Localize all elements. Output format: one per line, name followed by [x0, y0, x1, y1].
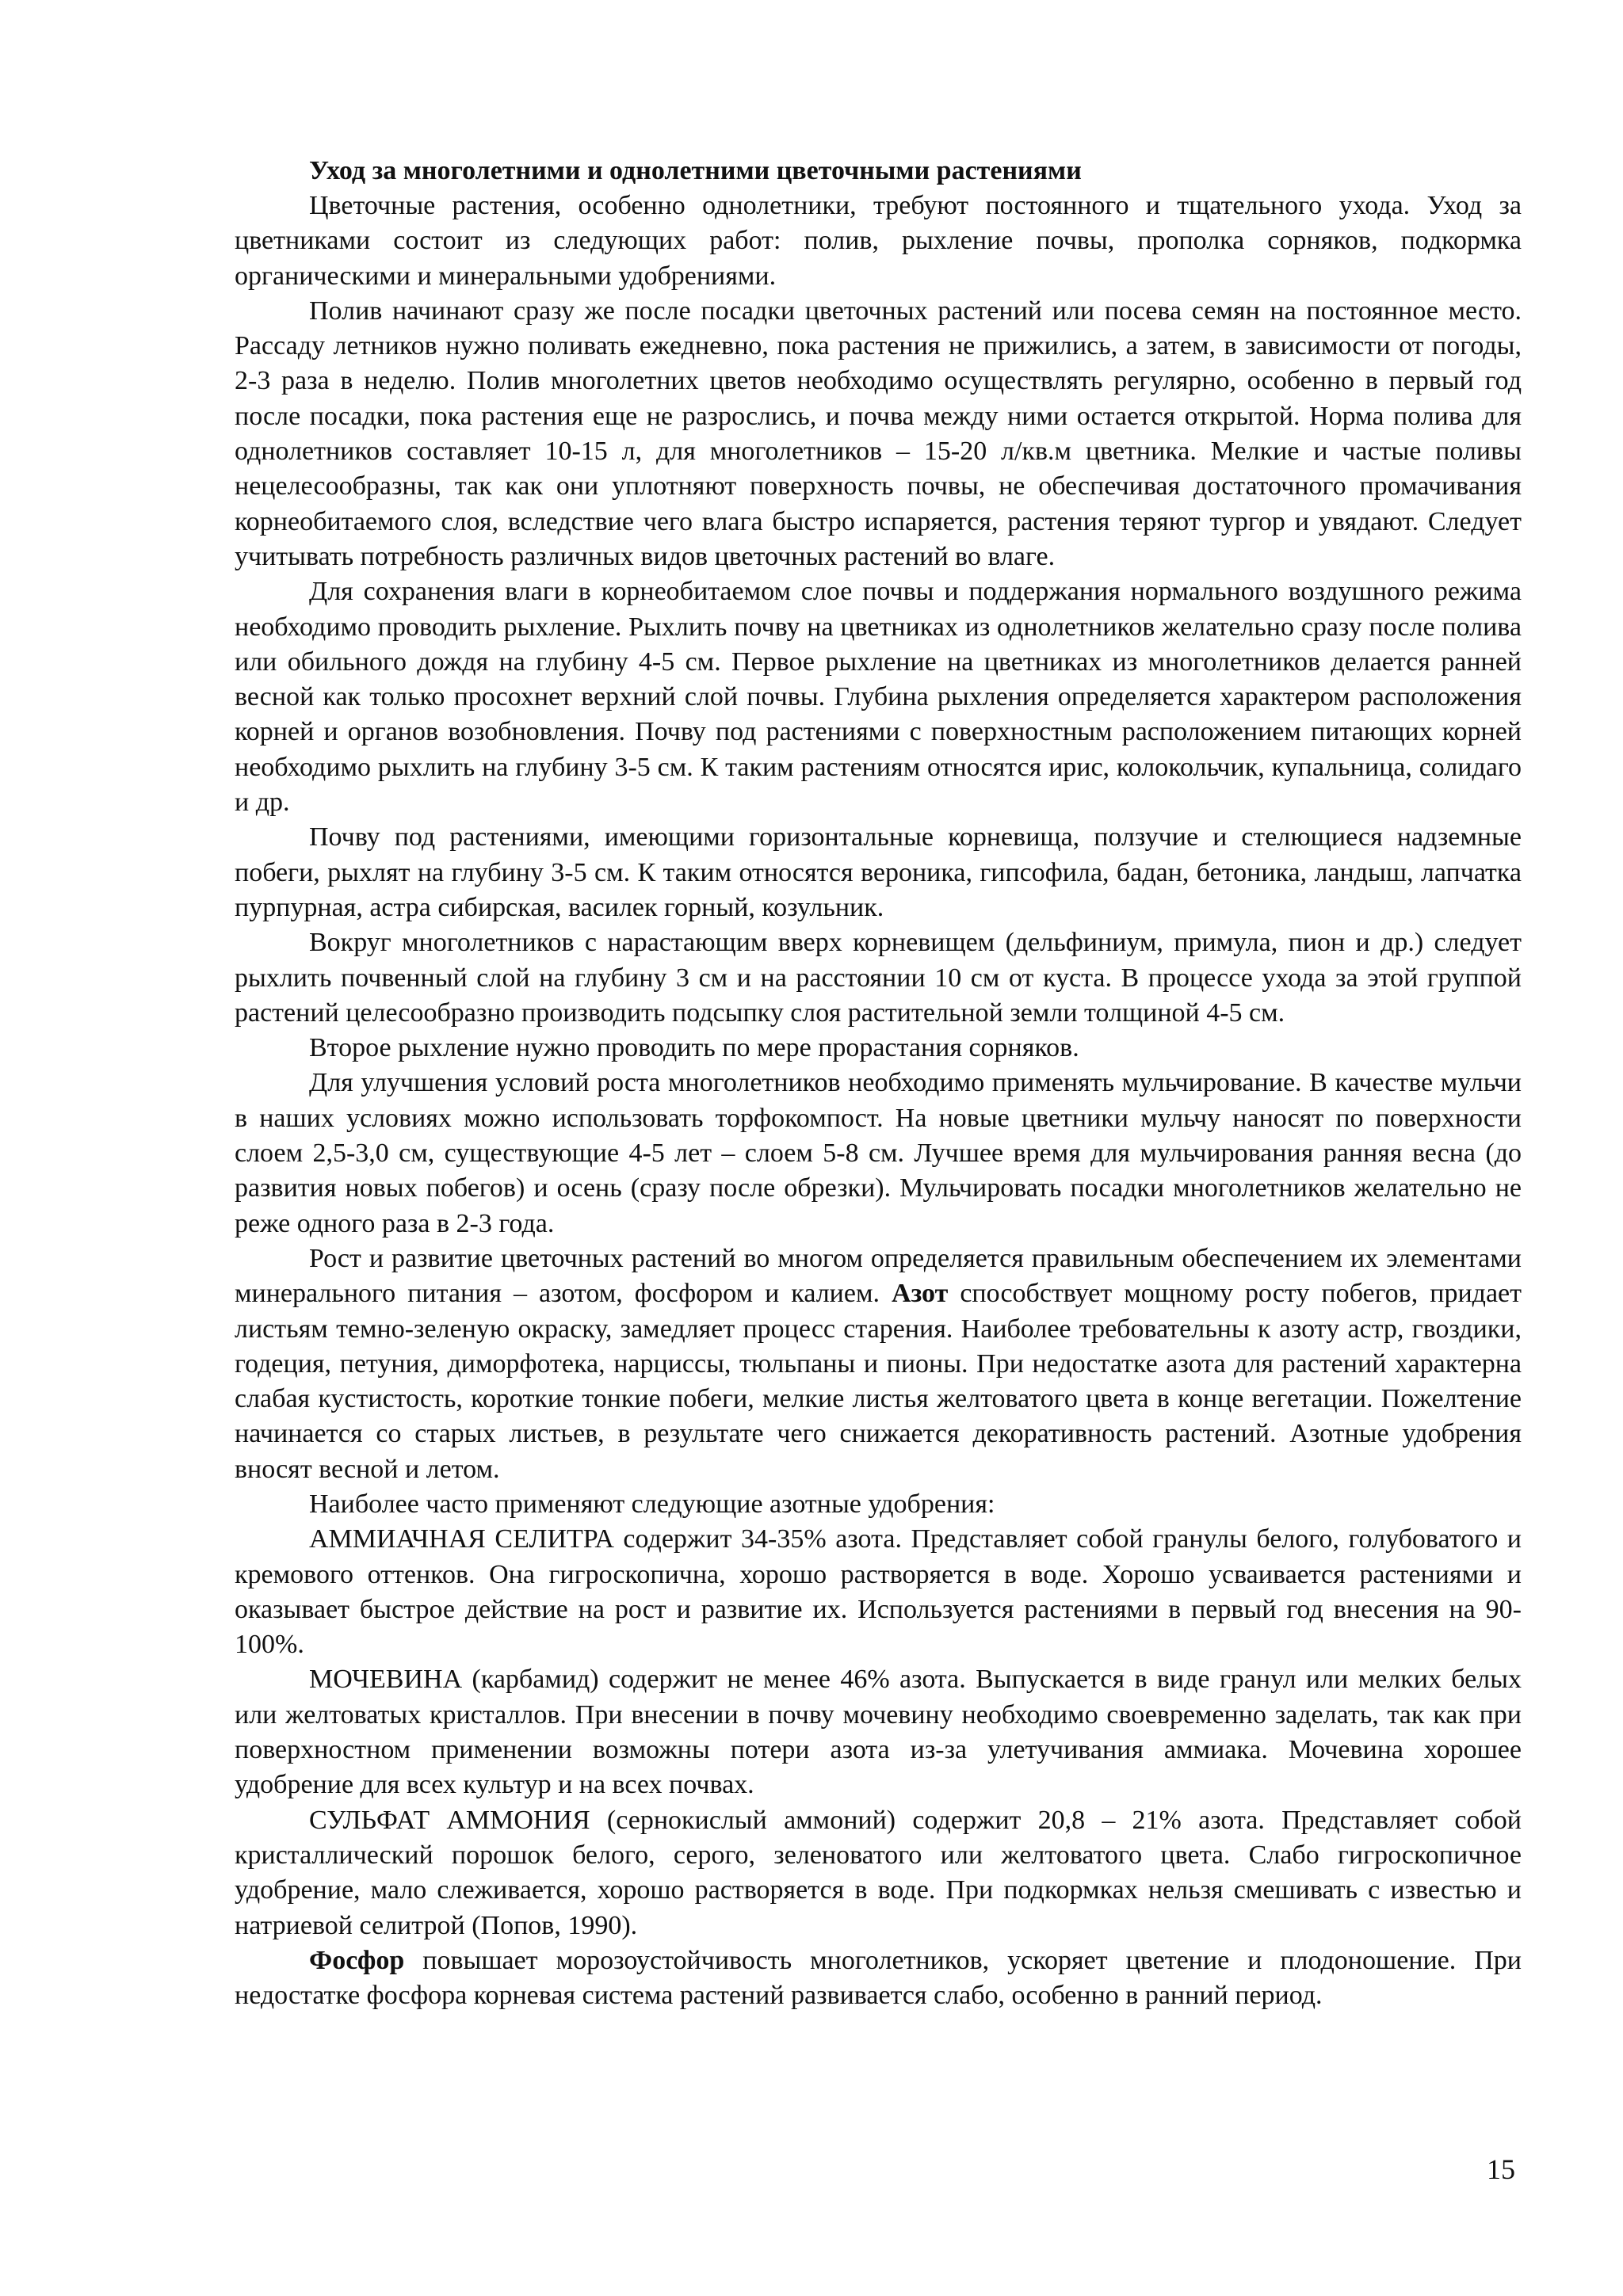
- section-heading: Уход за многолетними и однолетними цветочными растениями: [309, 156, 1082, 185]
- paragraph: Вокруг многолетников с нарастающим вверх корневищем (дельфиниум, примула, пион и др.) следует рыхлить почвенный слой на глубину 3 см и на расстоянии 10 см от куста. В процессе ухода за этой группой растений целесообразно производить подсыпку слоя растительной земли толщиной 4-5 см.: [235, 928, 1522, 1028]
- paragraph: Второе рыхление нужно проводить по мере прорастания сорняков.: [309, 1033, 1079, 1063]
- paragraph: Наиболее часто применяют следующие азотные удобрения:: [309, 1489, 995, 1519]
- page-number: 15: [1487, 2153, 1515, 2185]
- paragraph: Для улучшения условий роста многолетников необходимо применять мульчирование. В качестве мульчи в наших условиях можно использовать торфокомпост. На новые цветники мульчу наносят по поверхности слоем 2,5-3,0 см, существующие 4-5 лет – слоем 5-8 см. Лучшее время для мульчирования ранняя весна (до развития новых побегов) и осень (сразу после обрезки). Мульчировать посадки многолетников желательно не реже одного раза в 2-3 года.: [235, 1068, 1522, 1238]
- paragraph: АММИАЧНАЯ СЕЛИТРА содержит 34-35% азота. Представляет собой гранулы белого, голубоватого и кремового оттенков. Она гигроскопична, хорошо растворяется в воде. Хорошо усваивается растениями и оказывает быстрое действие на рост и развитие их. Используется растениями в первый год внесения на 90-100%.: [235, 1524, 1522, 1660]
- paragraph: Цветочные растения, особенно однолетники, требуют постоянного и тщательного ухода. Уход за цветниками состоит из следующих работ: полив, рыхление почвы, прополка сорняков, подкормка органическими и минеральными удобрениями.: [235, 191, 1522, 291]
- bold-term-phosphorus: Фосфор: [309, 1945, 405, 1975]
- paragraph: Полив начинают сразу же после посадки цветочных растений или посева семян на постоянное место. Рассаду летников нужно поливать ежедневно, пока растения не прижились, а затем, в зависимости от погоды, 2-3 раза в неделю. Полив многолетних цветов необходимо осуществлять регулярно, особенно в первый год после посадки, пока растения еще не разрослись, и почва между ними остается открытой. Норма полива для однолетников составляет 10-15 л, для многолетников – 15-20 л/кв.м цветника. Мелкие и частые поливы нецелесообразны, так как они уплотняют поверхность почвы, не обеспечивая достаточного промачивания корнеобитаемого слоя, вследствие чего влага быстро испаряется, растения теряют тургор и увядают. Следует учитывать потребность различных видов цветочных растений во влаге.: [235, 296, 1522, 571]
- document-page: [235, 154, 1522, 2013]
- bold-term-nitrogen: Азот: [892, 1279, 949, 1309]
- paragraph-text: повышает морозоустойчивость многолетников, ускоряет цветение и плодоношение. При недостатке фосфора корневая система растений развивается слабо, особенно в ранний период.: [235, 1945, 1522, 2011]
- paragraph-text: Рост и развитие цветочных растений во многом определяется правильным обеспечением их элементами минерального питания – азотом, фосфором и калием.: [235, 1243, 1522, 1309]
- paragraph: МОЧЕВИНА (карбамид) содержит не менее 46% азота. Выпускается в виде гранул или мелких белых или желтоватых кристаллов. При внесении в почву мочевину необходимо своевременно заделать, так как при поверхностном применении возможны потери азота из-за улетучивания аммиака. Мочевина хорошее удобрение для всех культур и на всех почвах.: [235, 1665, 1522, 1800]
- paragraph-nitrogen: [235, 1241, 1522, 1487]
- paragraph-phosphorus: [235, 1943, 1522, 2014]
- paragraph-text: способствует мощному росту побегов, придает листьям темно-зеленую окраску, замедляет процесс старения. Наиболее требовательны к азоту астр, гвоздики, годеция, петуния, диморфотека, нарциссы, тюльпаны и пионы. При недостатке азота для растений характерна слабая кустистость, короткие тонкие побеги, мелкие листья желтоватого цвета в конце вегетации. Пожелтение начинается со старых листьев, в результате чего снижается декоративность растений. Азотные удобрения вносят весной и летом.: [235, 1279, 1522, 1484]
- paragraph: Почву под растениями, имеющими горизонтальные корневища, ползучие и стелющиеся надземные побеги, рыхлят на глубину 3-5 см. К таким относятся вероника, гипсофила, бадан, бетоника, ландыш, лапчатка пурпурная, астра сибирская, василек горный, козульник.: [235, 822, 1522, 922]
- paragraph: СУЛЬФАТ АММОНИЯ (сернокислый аммоний) содержит 20,8 – 21% азота. Представляет собой кристаллический порошок белого, серого, зеленоватого или желтоватого цвета. Слабо гигроскопичное удобрение, мало слеживается, хорошо растворяется в воде. При подкормках нельзя смешивать с известью и натриевой селитрой (Попов, 1990).: [235, 1805, 1522, 1940]
- paragraph: Для сохранения влаги в корнеобитаемом слое почвы и поддержания нормального воздушного режима необходимо проводить рыхление. Рыхлить почву на цветниках из однолетников желательно сразу после полива или обильного дождя на глубину 4-5 см. Первое рыхление на цветниках из многолетников делается ранней весной как только просохнет верхний слой почвы. Глубина рыхления определяется характером расположения корней и органов возобновления. Почву под растениями с поверхностным расположением питающих корней необходимо рыхлить на глубину 3-5 см. К таким растениям относятся ирис, колокольчик, купальница, солидаго и др.: [235, 577, 1522, 818]
